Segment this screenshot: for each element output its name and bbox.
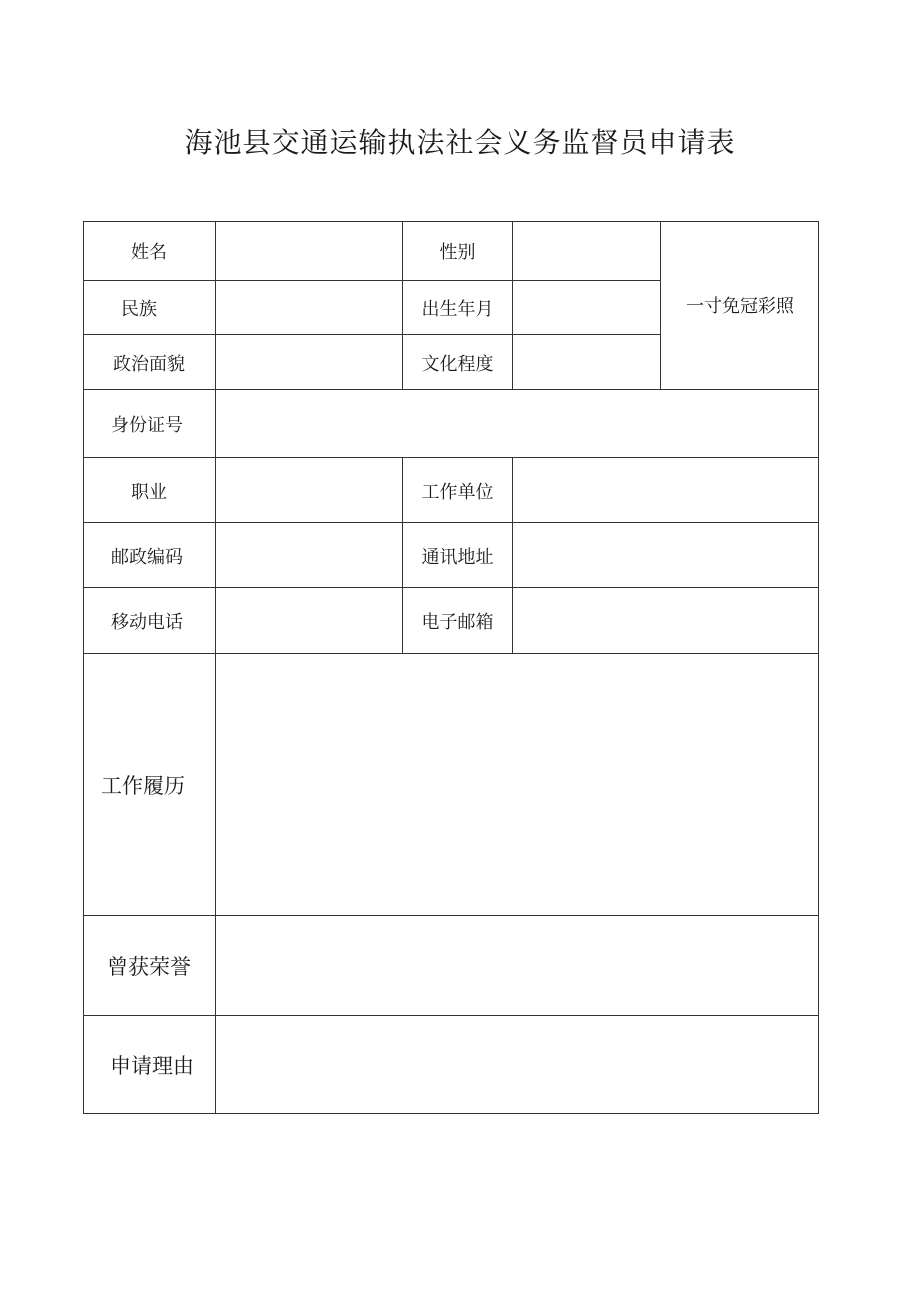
reason-field[interactable] [216, 1016, 818, 1113]
honors-label: 曾获荣誉 [107, 955, 191, 979]
work-history-label: 工作履历 [101, 774, 185, 798]
birth-date-label: 出生年月 [421, 299, 494, 320]
occupation-field[interactable] [216, 458, 402, 522]
occupation-label: 职业 [131, 481, 167, 503]
id-number-label: 身份证号 [111, 415, 183, 436]
birth-date-field[interactable] [513, 281, 660, 334]
work-history-field[interactable] [216, 654, 818, 915]
postal-code-label: 邮政编码 [111, 546, 183, 568]
gender-field[interactable] [513, 222, 660, 280]
honors-field[interactable] [216, 916, 818, 1015]
political-status-label: 政治面貌 [113, 353, 185, 375]
email-label: 电子邮箱 [421, 612, 494, 633]
name-field[interactable] [216, 222, 402, 280]
gender-label: 性别 [439, 241, 476, 263]
name-label: 姓名 [131, 241, 167, 263]
form-title: 海池县交通运输执法社会义务监督员申请表 [184, 126, 736, 159]
id-number-field[interactable] [216, 390, 818, 457]
application-form-table [83, 221, 819, 1114]
mailing-address-field[interactable] [513, 523, 818, 587]
political-status-field[interactable] [216, 335, 402, 389]
education-field[interactable] [513, 335, 660, 389]
postal-code-field[interactable] [216, 523, 402, 587]
mobile-phone-field[interactable] [216, 588, 402, 653]
education-label: 文化程度 [421, 353, 494, 375]
mailing-address-label: 通讯地址 [421, 546, 494, 568]
employer-label: 工作单位 [421, 481, 494, 503]
photo-placeholder[interactable]: 一寸免冠彩照 [686, 296, 794, 317]
reason-label: 申请理由 [110, 1054, 194, 1078]
employer-field[interactable] [513, 458, 818, 522]
ethnicity-field[interactable] [216, 281, 402, 334]
mobile-phone-label: 移动电话 [111, 612, 183, 633]
ethnicity-label: 民族 [121, 299, 157, 320]
email-field[interactable] [513, 588, 818, 653]
